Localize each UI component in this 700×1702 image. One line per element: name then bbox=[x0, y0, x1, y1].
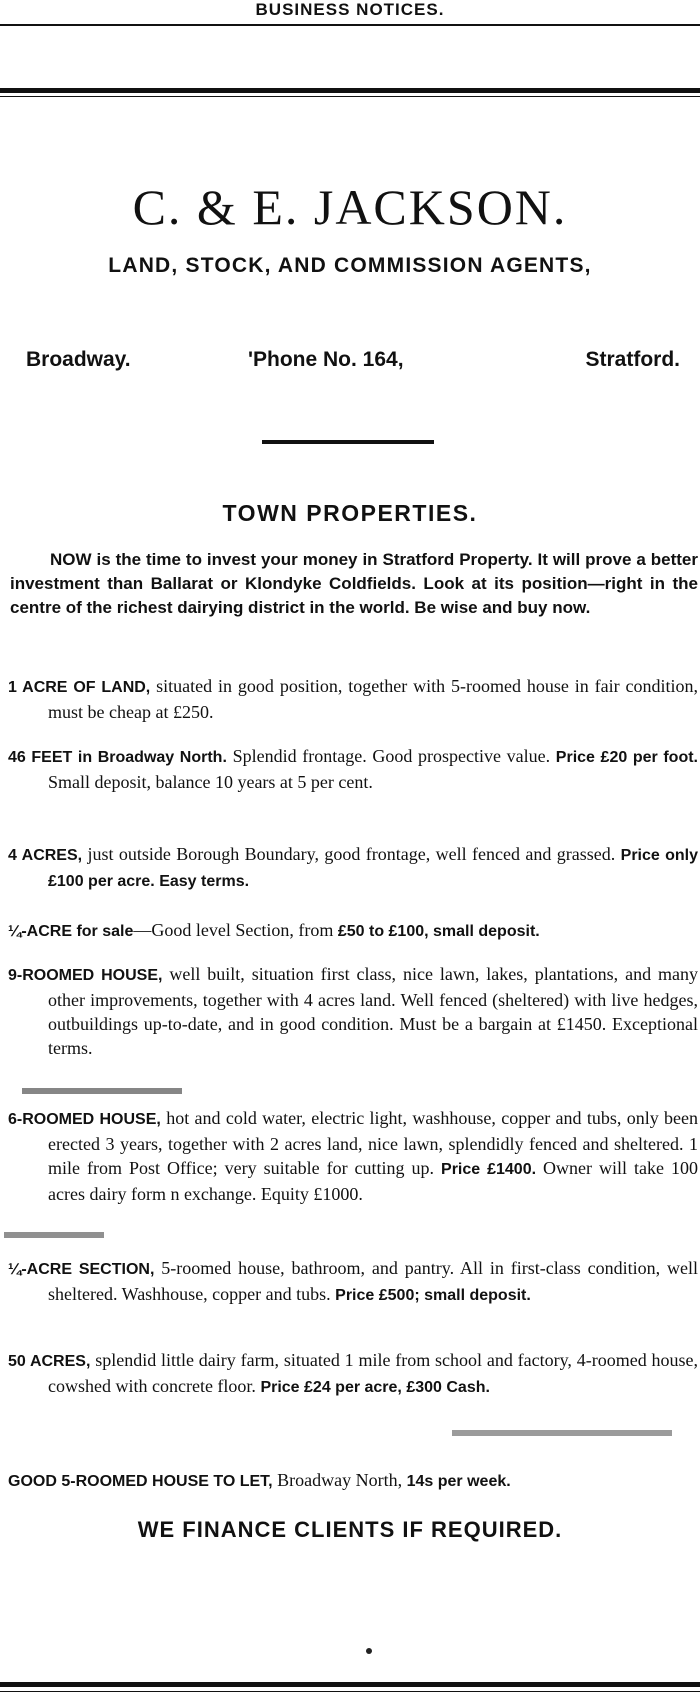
bottom-border-thin-rule bbox=[0, 1691, 700, 1692]
listing-price: £50 to £100, small deposit. bbox=[337, 923, 540, 940]
listing bbox=[8, 1348, 698, 1400]
listing-text: splendid little dairy farm, situated 1 mile from school and factory, 4-roomed house, cowshed with concrete floor. bbox=[48, 1350, 698, 1396]
to-let-price: 14s per week. bbox=[406, 1473, 511, 1490]
listing-lead: 4 ACRES, bbox=[8, 847, 83, 864]
listing bbox=[8, 1106, 698, 1206]
listing-lead: 9-ROOMED HOUSE, bbox=[8, 967, 163, 984]
listing-text: 5-roomed house, bathroom, and pantry. All in first-class condition, well sheltered. Washhouse, copper and tubs. bbox=[48, 1258, 699, 1304]
listing-price: Price £24 per acre, £300 Cash. bbox=[260, 1379, 490, 1396]
finance-note: WE FINANCE CLIENTS IF REQUIRED. bbox=[137, 1517, 563, 1542]
listing-price: Price £20 per foot. bbox=[555, 749, 698, 766]
to-let-text: Broadway North, bbox=[272, 1470, 407, 1490]
ink-dot bbox=[366, 1648, 372, 1654]
listing-lead: 50 ACRES, bbox=[8, 1353, 91, 1370]
listing-text: just outside Borough Boundary, good frontage, well fenced and grassed. bbox=[82, 844, 621, 864]
listing bbox=[8, 1256, 698, 1308]
top-border-thin-rule bbox=[0, 96, 700, 97]
to-let-lead: GOOD 5-ROOMED HOUSE TO LET, bbox=[8, 1473, 273, 1490]
listing-price: Price only £100 per acre. Easy terms. bbox=[48, 847, 699, 890]
listing bbox=[8, 674, 698, 724]
address-left: Broadway. bbox=[26, 348, 131, 371]
listing-lead: 1 ACRE OF LAND, bbox=[8, 679, 151, 696]
address-right: Stratford. bbox=[585, 348, 680, 371]
listing bbox=[8, 744, 698, 794]
listing-lead: 46 FEET in Broadway North. bbox=[8, 749, 227, 766]
header-rule bbox=[0, 24, 700, 26]
section-heading: TOWN PROPERTIES. bbox=[222, 500, 478, 526]
ink-smudge bbox=[22, 1088, 182, 1094]
listing bbox=[8, 962, 698, 1060]
section-header: BUSINESS NOTICES. bbox=[255, 0, 445, 19]
separator-rule bbox=[262, 440, 434, 444]
firm-subtitle: LAND, STOCK, AND COMMISSION AGENTS, bbox=[108, 254, 592, 277]
listing-lead: 6-ROOMED HOUSE, bbox=[8, 1111, 161, 1128]
ink-smudge bbox=[4, 1232, 104, 1238]
listing-text: —Good level Section, from bbox=[133, 920, 338, 940]
listing-text: situated in good position, together with 5-roomed house in fair condition, must be cheap at £250. bbox=[48, 676, 699, 722]
listing-lead: ¼-ACRE for sale bbox=[8, 923, 134, 940]
listing-text: Splendid frontage. Good prospective value. bbox=[226, 746, 556, 766]
bottom-border-rule bbox=[0, 1682, 700, 1687]
ink-smudge bbox=[452, 1430, 672, 1436]
listing-text: hot and cold water, electric light, washhouse, copper and tubs, only been erected 3 years, together with 2 acres land, nice lawn, splendidly fenced and sheltered. 1 mile from Post Office; very suitable for cutting up. bbox=[48, 1108, 699, 1178]
to-let-notice bbox=[8, 1468, 698, 1494]
listing bbox=[8, 842, 698, 894]
listing-lead: ¼-ACRE SECTION, bbox=[8, 1261, 155, 1278]
listing-text: well built, situation first class, nice lawn, lakes, plantations, and many other improvements, together with 4 acres land. Well fenced (sheltered) with live hedges, outbuildings up-to-date, and in good condition. Must be a bargain at £1450. Exceptional terms. bbox=[48, 964, 699, 1058]
listing-price: Price £1400. bbox=[441, 1161, 537, 1178]
firm-name: C. & E. JACKSON. bbox=[132, 179, 568, 235]
listing bbox=[8, 918, 698, 944]
listing-tail: Small deposit, balance 10 years at 5 per cent. bbox=[48, 772, 373, 792]
listing-price: Price £500; small deposit. bbox=[335, 1287, 531, 1304]
phone-number: 'Phone No. 164, bbox=[248, 348, 404, 371]
intro-paragraph: NOW is the time to invest your money in Stratford Property. It will prove a better investment than Ballarat or Klondyke Coldfields. Look at its position—right in the centre of the richest dairying district in the world. Be wise and buy now. bbox=[10, 550, 698, 617]
listing-tail: Owner will take 100 acres dairy form n exchange. Equity £1000. bbox=[48, 1158, 698, 1204]
top-border-rule bbox=[0, 88, 700, 93]
